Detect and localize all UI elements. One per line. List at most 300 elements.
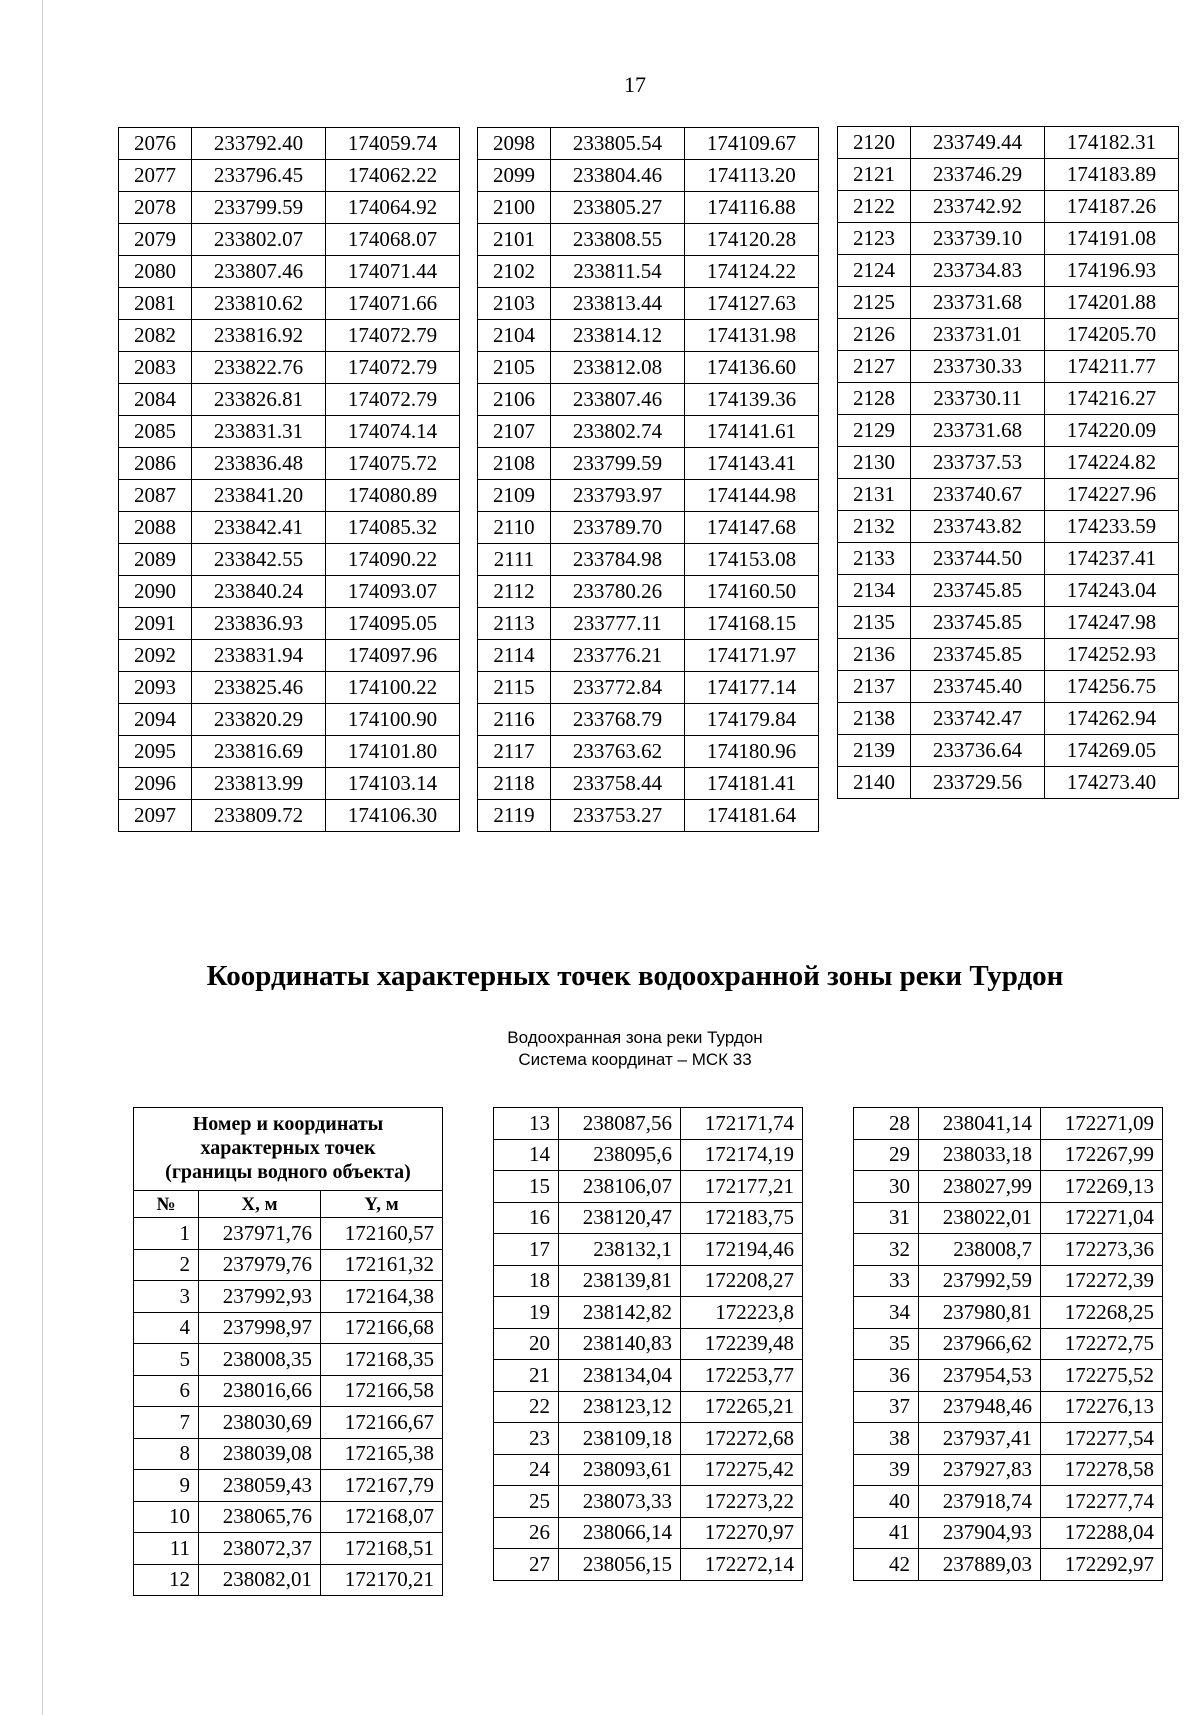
point-number-cell: 2116: [478, 704, 551, 736]
point-number-cell: 2104: [478, 320, 551, 352]
y-coordinate-cell: 172168,07: [321, 1501, 443, 1533]
y-coordinate-cell: 174120.28: [685, 224, 819, 256]
y-coordinate-cell: 174273.40: [1045, 767, 1179, 799]
point-number-cell: 2135: [838, 607, 911, 639]
table-row: [494, 1139, 803, 1171]
y-coordinate-cell: 172277,54: [1041, 1423, 1163, 1455]
table-row: [478, 160, 819, 192]
point-number-cell: 29: [854, 1139, 919, 1171]
point-number-cell: 2132: [838, 511, 911, 543]
y-coordinate-cell: 174160.50: [685, 576, 819, 608]
table-row: [119, 192, 460, 224]
x-coordinate-cell: 233808.55: [551, 224, 685, 256]
x-coordinate-cell: 233742.47: [911, 703, 1045, 735]
y-coordinate-cell: 174059.74: [326, 128, 460, 160]
x-coordinate-cell: 233805.27: [551, 192, 685, 224]
point-number-cell: 2082: [119, 320, 192, 352]
y-coordinate-cell: 172168,51: [321, 1533, 443, 1565]
y-coordinate-cell: 172174,19: [681, 1139, 803, 1171]
x-coordinate-cell: 237979,76: [199, 1249, 321, 1281]
x-coordinate-cell: 233809.72: [192, 800, 326, 832]
point-number-cell: 2122: [838, 191, 911, 223]
point-number-cell: 2080: [119, 256, 192, 288]
table-row: [854, 1486, 1163, 1518]
point-number-cell: 2138: [838, 703, 911, 735]
y-coordinate-cell: 174139.36: [685, 384, 819, 416]
table-row: [838, 127, 1179, 159]
table-row: [854, 1202, 1163, 1234]
point-number-cell: 26: [494, 1517, 559, 1549]
point-number-cell: 2125: [838, 287, 911, 319]
x-coordinate-cell: 238022,01: [919, 1202, 1041, 1234]
table-row: [838, 415, 1179, 447]
point-number-cell: 2081: [119, 288, 192, 320]
x-coordinate-cell: 233813.99: [192, 768, 326, 800]
table-row: [494, 1360, 803, 1392]
table-row: [134, 1564, 443, 1596]
point-number-cell: 35: [854, 1328, 919, 1360]
x-coordinate-cell: 233804.46: [551, 160, 685, 192]
y-coordinate-cell: 174072.79: [326, 352, 460, 384]
point-number-cell: 2086: [119, 448, 192, 480]
y-coordinate-cell: 172273,22: [681, 1486, 803, 1518]
table-row: [838, 607, 1179, 639]
x-coordinate-cell: 238072,37: [199, 1533, 321, 1565]
x-coordinate-cell: 233816.92: [192, 320, 326, 352]
table-row: [478, 736, 819, 768]
y-coordinate-cell: 174064.92: [326, 192, 460, 224]
y-coordinate-cell: 172166,58: [321, 1375, 443, 1407]
point-number-cell: 2119: [478, 800, 551, 832]
y-coordinate-cell: 174153.08: [685, 544, 819, 576]
y-coordinate-cell: 174093.07: [326, 576, 460, 608]
x-coordinate-cell: 233745.85: [911, 575, 1045, 607]
y-coordinate-cell: 174090.22: [326, 544, 460, 576]
table-row: [854, 1171, 1163, 1203]
y-coordinate-cell: 172275,42: [681, 1454, 803, 1486]
table-row: [134, 1501, 443, 1533]
y-coordinate-cell: 174224.82: [1045, 447, 1179, 479]
x-coordinate-cell: 237904,93: [919, 1517, 1041, 1549]
table-row: [838, 191, 1179, 223]
y-coordinate-cell: 174179.84: [685, 704, 819, 736]
x-coordinate-cell: 237992,59: [919, 1265, 1041, 1297]
x-coordinate-cell: 233745.40: [911, 671, 1045, 703]
x-coordinate-cell: 238073,33: [559, 1486, 681, 1518]
point-number-cell: 40: [854, 1486, 919, 1518]
page-margin-line: [42, 0, 43, 1715]
y-coordinate-cell: 174100.90: [326, 704, 460, 736]
point-number-cell: 32: [854, 1234, 919, 1266]
point-number-cell: 2085: [119, 416, 192, 448]
point-number-cell: 2129: [838, 415, 911, 447]
y-coordinate-cell: 172276,13: [1041, 1391, 1163, 1423]
point-number-cell: 30: [854, 1171, 919, 1203]
x-coordinate-cell: 237889,03: [919, 1549, 1041, 1581]
table-row: [134, 1407, 443, 1439]
x-coordinate-cell: 233796.45: [192, 160, 326, 192]
x-coordinate-cell: 233814.12: [551, 320, 685, 352]
table-row: [478, 192, 819, 224]
y-coordinate-cell: 172271,04: [1041, 1202, 1163, 1234]
y-coordinate-cell: 174191.08: [1045, 223, 1179, 255]
x-coordinate-cell: 233789.70: [551, 512, 685, 544]
table-row: [494, 1108, 803, 1140]
x-coordinate-cell: 237927,83: [919, 1454, 1041, 1486]
table-row: [119, 608, 460, 640]
section-title: Координаты характерных точек водоохранной зоны реки Турдон: [206, 960, 1064, 992]
table-row: [134, 1375, 443, 1407]
table-row: [494, 1549, 803, 1581]
point-number-cell: 7: [134, 1407, 199, 1439]
table-row: [119, 480, 460, 512]
x-coordinate-cell: 233836.93: [192, 608, 326, 640]
y-coordinate-cell: 174237.41: [1045, 543, 1179, 575]
x-coordinate-cell: 238041,14: [919, 1108, 1041, 1140]
x-coordinate-cell: 233731.68: [911, 287, 1045, 319]
y-coordinate-cell: 174205.70: [1045, 319, 1179, 351]
point-number-cell: 2098: [478, 128, 551, 160]
table-row: [478, 384, 819, 416]
point-number-cell: 25: [494, 1486, 559, 1518]
point-number-cell: 31: [854, 1202, 919, 1234]
point-number-cell: 2111: [478, 544, 551, 576]
x-coordinate-cell: 233825.46: [192, 672, 326, 704]
y-coordinate-cell: 172272,75: [1041, 1328, 1163, 1360]
point-number-cell: 2100: [478, 192, 551, 224]
table-row: [478, 480, 819, 512]
point-number-cell: 11: [134, 1533, 199, 1565]
y-coordinate-cell: 172272,68: [681, 1423, 803, 1455]
x-coordinate-cell: 233812.08: [551, 352, 685, 384]
point-number-cell: 36: [854, 1360, 919, 1392]
y-coordinate-cell: 174080.89: [326, 480, 460, 512]
x-coordinate-cell: 233758.44: [551, 768, 685, 800]
x-coordinate-cell: 233763.62: [551, 736, 685, 768]
y-coordinate-cell: 172277,74: [1041, 1486, 1163, 1518]
table-row: [838, 159, 1179, 191]
table-row: [854, 1328, 1163, 1360]
y-coordinate-cell: 172165,38: [321, 1438, 443, 1470]
y-coordinate-cell: 174062.22: [326, 160, 460, 192]
table-row: [134, 1281, 443, 1313]
point-number-cell: 2120: [838, 127, 911, 159]
y-coordinate-cell: 174074.14: [326, 416, 460, 448]
point-number-cell: 3: [134, 1281, 199, 1313]
point-number-cell: 2087: [119, 480, 192, 512]
x-coordinate-cell: 233737.53: [911, 447, 1045, 479]
table-row: [494, 1297, 803, 1329]
y-coordinate-cell: 172292,97: [1041, 1549, 1163, 1581]
point-number-cell: 2110: [478, 512, 551, 544]
y-coordinate-cell: 174085.32: [326, 512, 460, 544]
x-coordinate-cell: 237966,62: [919, 1328, 1041, 1360]
x-coordinate-cell: 238039,08: [199, 1438, 321, 1470]
table-row: [478, 672, 819, 704]
y-coordinate-cell: 174262.94: [1045, 703, 1179, 735]
header-line-1: Номер и координаты: [192, 1113, 384, 1135]
point-number-cell: 2113: [478, 608, 551, 640]
table-row: [478, 544, 819, 576]
table-row: [494, 1423, 803, 1455]
table-row: [119, 416, 460, 448]
y-coordinate-cell: 174196.93: [1045, 255, 1179, 287]
coordinates-table-top-1: [118, 127, 460, 832]
column-header-x: X, м: [199, 1191, 321, 1218]
point-number-cell: 2105: [478, 352, 551, 384]
table-row: [134, 1344, 443, 1376]
y-coordinate-cell: 174171.97: [685, 640, 819, 672]
y-coordinate-cell: 174071.66: [326, 288, 460, 320]
point-number-cell: 2126: [838, 319, 911, 351]
x-coordinate-cell: 233745.85: [911, 639, 1045, 671]
table-row: [478, 352, 819, 384]
table-row: [838, 639, 1179, 671]
x-coordinate-cell: 233807.46: [551, 384, 685, 416]
header-line-2: характерных точек: [200, 1137, 376, 1159]
x-coordinate-cell: 233731.01: [911, 319, 1045, 351]
point-number-cell: 12: [134, 1564, 199, 1596]
point-number-cell: 2133: [838, 543, 911, 575]
table-row: [838, 479, 1179, 511]
x-coordinate-cell: 237954,53: [919, 1360, 1041, 1392]
table-row: [119, 448, 460, 480]
table-row: [854, 1454, 1163, 1486]
table-row: [838, 543, 1179, 575]
table-row: [854, 1517, 1163, 1549]
point-number-cell: 2139: [838, 735, 911, 767]
x-coordinate-cell: 233799.59: [192, 192, 326, 224]
point-number-cell: 9: [134, 1470, 199, 1502]
y-coordinate-cell: 174187.26: [1045, 191, 1179, 223]
table-row: [119, 288, 460, 320]
x-coordinate-cell: 238008,7: [919, 1234, 1041, 1266]
y-coordinate-cell: 172272,14: [681, 1549, 803, 1581]
y-coordinate-cell: 174072.79: [326, 320, 460, 352]
table-row: [119, 384, 460, 416]
point-number-cell: 33: [854, 1265, 919, 1297]
x-coordinate-cell: 233739.10: [911, 223, 1045, 255]
table-row: [478, 704, 819, 736]
y-coordinate-cell: 174177.14: [685, 672, 819, 704]
column-header-y: Y, м: [321, 1191, 443, 1218]
table-row: [119, 672, 460, 704]
point-number-cell: 24: [494, 1454, 559, 1486]
table-row: [838, 671, 1179, 703]
x-coordinate-cell: 233734.83: [911, 255, 1045, 287]
coordinates-table-bottom-2: [493, 1107, 803, 1581]
table-row: [494, 1391, 803, 1423]
point-number-cell: 2140: [838, 767, 911, 799]
table-row: [478, 576, 819, 608]
x-coordinate-cell: 233813.44: [551, 288, 685, 320]
x-coordinate-cell: 238095,6: [559, 1139, 681, 1171]
point-number-cell: 2077: [119, 160, 192, 192]
table-row: [119, 544, 460, 576]
table-row: [134, 1312, 443, 1344]
y-coordinate-cell: 172275,52: [1041, 1360, 1163, 1392]
y-coordinate-cell: 174103.14: [326, 768, 460, 800]
x-coordinate-cell: 237918,74: [919, 1486, 1041, 1518]
x-coordinate-cell: 233730.11: [911, 383, 1045, 415]
x-coordinate-cell: 238120,47: [559, 1202, 681, 1234]
point-number-cell: 2107: [478, 416, 551, 448]
y-coordinate-cell: 172270,97: [681, 1517, 803, 1549]
table-row: [478, 768, 819, 800]
x-coordinate-cell: 233729.56: [911, 767, 1045, 799]
y-coordinate-cell: 174180.96: [685, 736, 819, 768]
point-number-cell: 2128: [838, 383, 911, 415]
table-row: [854, 1549, 1163, 1581]
y-coordinate-cell: 172208,27: [681, 1265, 803, 1297]
point-number-cell: 2089: [119, 544, 192, 576]
point-number-cell: 15: [494, 1171, 559, 1203]
x-coordinate-cell: 233831.31: [192, 416, 326, 448]
y-coordinate-cell: 174143.41: [685, 448, 819, 480]
x-coordinate-cell: 233802.07: [192, 224, 326, 256]
point-number-cell: 20: [494, 1328, 559, 1360]
x-coordinate-cell: 233749.44: [911, 127, 1045, 159]
table-row: [854, 1265, 1163, 1297]
point-number-cell: 13: [494, 1108, 559, 1140]
x-coordinate-cell: 233736.64: [911, 735, 1045, 767]
x-coordinate-cell: 233841.20: [192, 480, 326, 512]
point-number-cell: 2106: [478, 384, 551, 416]
y-coordinate-cell: 174182.31: [1045, 127, 1179, 159]
point-number-cell: 18: [494, 1265, 559, 1297]
y-coordinate-cell: 172272,39: [1041, 1265, 1163, 1297]
table-row: [494, 1328, 803, 1360]
point-number-cell: 2127: [838, 351, 911, 383]
point-number-cell: 2130: [838, 447, 911, 479]
x-coordinate-cell: 238008,35: [199, 1344, 321, 1376]
y-coordinate-cell: 174101.80: [326, 736, 460, 768]
x-coordinate-cell: 233793.97: [551, 480, 685, 512]
table-row: [838, 735, 1179, 767]
x-coordinate-cell: 238027,99: [919, 1171, 1041, 1203]
point-number-cell: 2136: [838, 639, 911, 671]
point-number-cell: 2118: [478, 768, 551, 800]
table-row: [838, 319, 1179, 351]
y-coordinate-cell: 174071.44: [326, 256, 460, 288]
x-coordinate-cell: 233780.26: [551, 576, 685, 608]
table-row: [119, 800, 460, 832]
point-number-cell: 2095: [119, 736, 192, 768]
x-coordinate-cell: 238016,66: [199, 1375, 321, 1407]
y-coordinate-cell: 174075.72: [326, 448, 460, 480]
y-coordinate-cell: 174100.22: [326, 672, 460, 704]
subtitle-coordinate-system: Система координат – МСК 33: [518, 1050, 752, 1069]
x-coordinate-cell: 238087,56: [559, 1108, 681, 1140]
point-number-cell: 2115: [478, 672, 551, 704]
x-coordinate-cell: 233805.54: [551, 128, 685, 160]
y-coordinate-cell: 172288,04: [1041, 1517, 1163, 1549]
point-number-cell: 2123: [838, 223, 911, 255]
point-number-cell: 2099: [478, 160, 551, 192]
table-row: [119, 160, 460, 192]
x-coordinate-cell: 233745.85: [911, 607, 1045, 639]
x-coordinate-cell: 237948,46: [919, 1391, 1041, 1423]
x-coordinate-cell: 238142,82: [559, 1297, 681, 1329]
x-coordinate-cell: 233842.55: [192, 544, 326, 576]
point-number-cell: 37: [854, 1391, 919, 1423]
y-coordinate-cell: 174243.04: [1045, 575, 1179, 607]
x-coordinate-cell: 233802.74: [551, 416, 685, 448]
table-row: [838, 575, 1179, 607]
table-row: [478, 640, 819, 672]
column-header-number: №: [134, 1191, 199, 1218]
y-coordinate-cell: 172223,8: [681, 1297, 803, 1329]
point-number-cell: 2108: [478, 448, 551, 480]
coordinates-table-top-2: [477, 127, 819, 832]
point-number-cell: 10: [134, 1501, 199, 1533]
table-row: [134, 1438, 443, 1470]
y-coordinate-cell: 172271,09: [1041, 1108, 1163, 1140]
y-coordinate-cell: 174116.88: [685, 192, 819, 224]
x-coordinate-cell: 233776.21: [551, 640, 685, 672]
table-row: [838, 447, 1179, 479]
x-coordinate-cell: 238106,07: [559, 1171, 681, 1203]
y-coordinate-cell: 174109.67: [685, 128, 819, 160]
point-number-cell: 2109: [478, 480, 551, 512]
table-row: [854, 1139, 1163, 1171]
point-number-cell: 2137: [838, 671, 911, 703]
x-coordinate-cell: 238109,18: [559, 1423, 681, 1455]
x-coordinate-cell: 233777.11: [551, 608, 685, 640]
point-number-cell: 14: [494, 1139, 559, 1171]
table-row: [134, 1218, 443, 1250]
table-row: [478, 128, 819, 160]
y-coordinate-cell: 172171,74: [681, 1108, 803, 1140]
point-number-cell: 39: [854, 1454, 919, 1486]
table-row: [119, 640, 460, 672]
x-coordinate-cell: 233768.79: [551, 704, 685, 736]
table-row: [134, 1533, 443, 1565]
point-number-cell: 17: [494, 1234, 559, 1266]
table-row: [119, 576, 460, 608]
point-number-cell: 27: [494, 1549, 559, 1581]
table-row: [119, 704, 460, 736]
table-row: [494, 1234, 803, 1266]
point-number-cell: 2079: [119, 224, 192, 256]
y-coordinate-cell: 172164,38: [321, 1281, 443, 1313]
y-coordinate-cell: 174256.75: [1045, 671, 1179, 703]
x-coordinate-cell: 233820.29: [192, 704, 326, 736]
y-coordinate-cell: 174247.98: [1045, 607, 1179, 639]
table-row: [134, 1470, 443, 1502]
table-row: [494, 1265, 803, 1297]
table-row: [134, 1249, 443, 1281]
table-row: [494, 1171, 803, 1203]
y-coordinate-cell: 174141.61: [685, 416, 819, 448]
point-number-cell: 2093: [119, 672, 192, 704]
point-number-cell: 2078: [119, 192, 192, 224]
x-coordinate-cell: 233746.29: [911, 159, 1045, 191]
y-coordinate-cell: 174168.15: [685, 608, 819, 640]
point-number-cell: 2103: [478, 288, 551, 320]
point-number-cell: 4: [134, 1312, 199, 1344]
table-group-header: [134, 1108, 443, 1191]
point-number-cell: 2101: [478, 224, 551, 256]
table-row: [838, 287, 1179, 319]
point-number-cell: 2088: [119, 512, 192, 544]
table-row: [119, 352, 460, 384]
y-coordinate-cell: 172160,57: [321, 1218, 443, 1250]
y-coordinate-cell: 172239,48: [681, 1328, 803, 1360]
y-coordinate-cell: 174136.60: [685, 352, 819, 384]
x-coordinate-cell: 238132,1: [559, 1234, 681, 1266]
table-row: [119, 128, 460, 160]
